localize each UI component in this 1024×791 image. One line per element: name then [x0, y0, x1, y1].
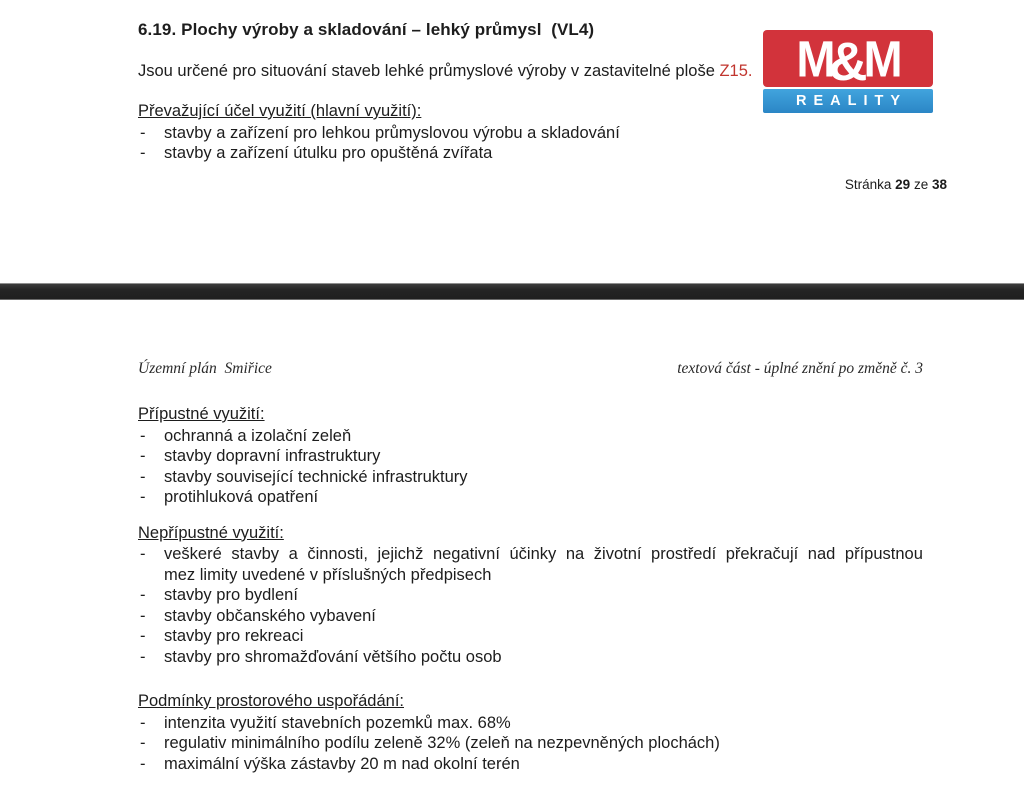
list-item — [138, 585, 947, 606]
logo-reality-bar: REALITY — [763, 89, 933, 113]
section-heading-permitted-use: Přípustné využití: — [138, 405, 265, 423]
list-item — [138, 143, 947, 164]
document-subtitle: textová část - úplné znění po změně č. 3 — [677, 360, 923, 377]
list-item-text: stavby pro shromažďování většího počtu osob — [164, 647, 502, 666]
bullet-dash: - — [140, 713, 146, 732]
list-item-text: stavby a zařízení pro lehkou průmyslovou výrobu a skladování — [164, 123, 620, 142]
bullet-dash: - — [140, 426, 146, 445]
logo-letter-m1: M — [796, 30, 833, 87]
bullet-dash: - — [140, 647, 146, 666]
bullet-dash: - — [140, 754, 146, 773]
spatial-conditions-list — [138, 713, 947, 775]
list-item-text: intenzita využití stavebních pozemků max. 68% — [164, 713, 511, 732]
list-item — [138, 487, 947, 508]
logo-ampersand: & — [828, 31, 868, 87]
list-item-text: ochranná a izolační zeleň — [164, 426, 352, 445]
list-item-text: stavby pro bydlení — [164, 586, 298, 604]
section-heading-spatial-conditions: Podmínky prostorového uspořádání: — [138, 692, 404, 710]
list-item — [138, 606, 947, 627]
permitted-use-list — [138, 426, 947, 508]
page-separator-bar — [0, 283, 1024, 300]
document-page-1 — [0, 0, 1024, 283]
document-page-2 — [0, 300, 1024, 774]
list-item-text: regulativ minimálního podílu zeleně 32% (zeleň na nezpevněných plochách) — [164, 734, 720, 752]
bullet-dash: - — [140, 545, 146, 563]
bullet-dash: - — [140, 606, 146, 625]
list-item — [138, 626, 947, 647]
list-item — [138, 733, 947, 754]
logo-letter-m2: M — [863, 30, 900, 87]
mm-reality-logo — [763, 30, 933, 113]
intro-text: Jsou určené pro situování staveb lehké průmyslové výroby v zastavitelné ploše — [138, 62, 720, 80]
list-item-text: stavby pro rekreaci — [164, 627, 304, 645]
list-item-text: maximální výška zástavby 20 m nad okolní terén — [164, 754, 520, 773]
bullet-dash: - — [140, 627, 146, 645]
page-number-current: 29 — [895, 176, 911, 192]
bullet-dash: - — [140, 586, 146, 604]
logo-red-box — [763, 30, 933, 87]
section-heading-impermissible-use: Nepřípustné využití: — [138, 523, 284, 542]
bullet-dash: - — [140, 488, 146, 506]
page-number-prefix: Stránka — [844, 176, 896, 192]
bullet-dash: - — [140, 123, 146, 142]
list-item — [138, 123, 947, 144]
list-item-text: stavby občanského vybavení — [164, 606, 376, 625]
impermissible-use-list — [138, 544, 947, 667]
zoning-area-ref: Z15. — [719, 62, 753, 80]
bullet-dash: - — [140, 467, 146, 486]
bullet-dash: - — [140, 144, 146, 162]
list-item — [138, 754, 947, 775]
list-item-text: protihluková opatření — [164, 488, 319, 506]
list-item — [138, 544, 947, 585]
list-item-text: stavby související technické infrastruktury — [164, 467, 468, 486]
page2-running-header — [138, 360, 947, 378]
bullet-dash: - — [140, 447, 146, 465]
document-title: Územní plán Smiřice — [138, 360, 272, 377]
list-item — [138, 647, 947, 668]
page-number-total: 38 — [931, 176, 947, 192]
list-item — [138, 446, 947, 467]
list-item-text-line2: mez limity uvedené v příslušných předpisech — [164, 565, 492, 584]
list-item-text: stavby a zařízení útulku pro opuštěná zvířata — [164, 144, 493, 162]
main-use-list — [138, 123, 947, 164]
page-number — [138, 177, 947, 192]
list-item — [138, 467, 947, 488]
page-number-separator: ze — [910, 176, 932, 192]
bullet-dash: - — [140, 734, 146, 752]
page-title: 6.19. Plochy výroby a skladování – lehký průmysl (VL4) — [138, 20, 595, 39]
list-item — [138, 713, 947, 734]
list-item — [138, 426, 947, 447]
section-heading-main-use: Převažující účel využití (hlavní využití): — [138, 102, 422, 120]
list-item-text: stavby dopravní infrastruktury — [164, 447, 381, 465]
list-item-text-line1: veškeré stavby a činnosti, jejichž negativní účinky na životní prostředí překračují nad přípustnou — [164, 545, 923, 563]
